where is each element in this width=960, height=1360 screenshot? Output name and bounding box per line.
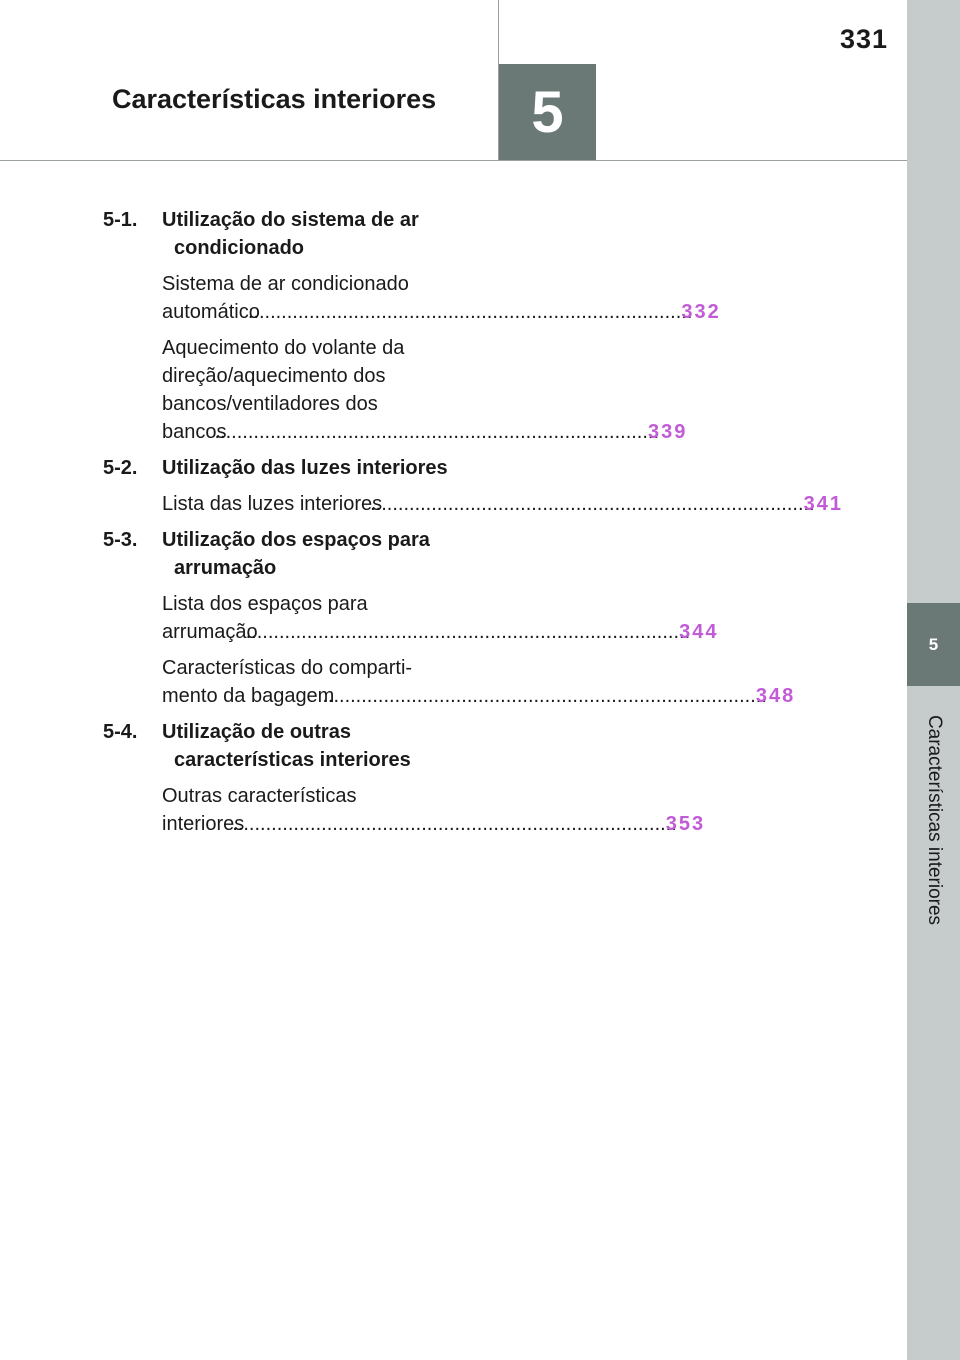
toc-entry-last-line [162, 490, 844, 518]
toc-entry[interactable] [162, 654, 796, 710]
toc-entry-text: arrumação [162, 621, 258, 643]
chapter-number: 5 [531, 79, 564, 145]
side-chapter-label: Características interiores [924, 714, 945, 926]
toc-entry[interactable] [162, 270, 721, 326]
toc-entry-text: automático [162, 301, 260, 323]
toc-section-title [103, 718, 463, 774]
toc-section-label: Utilização dos espaços para arrumação [162, 529, 430, 579]
toc-leader-dots: ................................................................................ [245, 621, 691, 643]
toc-section-label: Utilização das luzes interiores [162, 457, 448, 479]
toc-section-number: 5-2. [103, 457, 138, 479]
toc-leader-dots: ................................................................................ [322, 685, 767, 707]
page-number: 331 [839, 24, 888, 54]
toc-section-label: Utilização de outras características interiores [162, 721, 411, 771]
toc-entry-text: bancos [162, 421, 227, 443]
toc-section-number: 5-1. [103, 209, 138, 231]
toc-page-link[interactable]: 344 [679, 621, 719, 643]
table-of-contents [103, 206, 844, 846]
toc-entry-text: mento da bagagem [162, 685, 335, 707]
toc-entry-line: Outras características [162, 785, 357, 807]
toc-entry-last-line [162, 810, 706, 838]
toc-page-link[interactable]: 353 [665, 813, 706, 835]
toc-page-link[interactable]: 348 [755, 685, 796, 707]
toc-entry-line: Lista dos espaços para [162, 593, 368, 615]
header-divider-horizontal [0, 160, 907, 161]
toc-section-title [103, 206, 463, 262]
toc-entry-last-line [162, 618, 719, 646]
toc-section-title [103, 454, 463, 482]
toc-leader-dots: ................................................................................ [247, 301, 693, 323]
toc-entry-text: Lista das luzes interiores [162, 493, 383, 515]
toc-section-label: Utilização do sistema de ar condicionado [162, 209, 419, 259]
toc-entry-last-line [162, 298, 721, 326]
toc-leader-dots: ................................................................................ [214, 421, 660, 443]
toc-entry-line: Características do comparti- [162, 657, 413, 679]
toc-section [103, 454, 844, 518]
toc-page-link[interactable]: 339 [648, 421, 688, 443]
toc-page-link[interactable]: 341 [803, 493, 844, 515]
side-chapter-tab[interactable] [907, 603, 960, 686]
toc-entry-last-line [162, 418, 688, 446]
toc-page-link[interactable]: 332 [681, 301, 721, 323]
toc-section-title [103, 526, 463, 582]
toc-entry-last-line [162, 682, 796, 710]
toc-entry-line: direção/aquecimento dos [162, 365, 386, 387]
toc-leader-dots: ................................................................................ [370, 493, 815, 515]
chapter-number-box [499, 64, 596, 160]
toc-entry[interactable] [162, 590, 719, 646]
toc-entry-text: interiores [162, 813, 245, 835]
toc-section-number: 5-3. [103, 529, 138, 551]
toc-entry-line: Aquecimento do volante da [162, 337, 405, 359]
toc-section [103, 206, 721, 446]
toc-entry[interactable] [162, 490, 844, 518]
chapter-title: Características interiores [112, 84, 437, 114]
toc-section [103, 718, 706, 838]
toc-entry-line: bancos/ventiladores dos [162, 393, 378, 415]
toc-entry-line: Sistema de ar condicionado [162, 273, 409, 295]
toc-section-number: 5-4. [103, 721, 138, 743]
side-tab-number: 5 [928, 634, 939, 654]
toc-entry[interactable] [162, 782, 706, 838]
toc-section [103, 526, 796, 710]
toc-leader-dots: ................................................................................ [232, 813, 677, 835]
toc-entry[interactable] [162, 334, 688, 446]
